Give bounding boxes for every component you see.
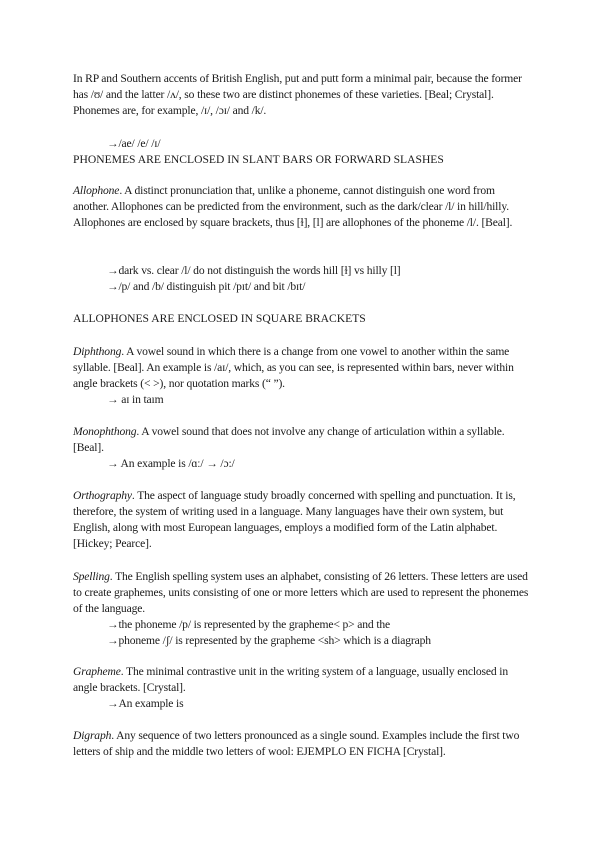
allophone-example-2: →/p/ and /b/ distinguish pit /pɪt/ and bit /bɪt/ [107,280,306,293]
digraph-entry [73,728,533,760]
allophone-entry [73,183,533,231]
grapheme-entry [73,664,533,712]
diphthong-example: → aɪ in taım [107,393,164,406]
allophone-example-1: →dark vs. clear /l/ do not distinguish the words hill [ɫ] vs hilly [l] [107,264,401,277]
spelling-term: Spelling [73,570,110,583]
monophthong-term: Monophthong [73,425,137,438]
diphthong-entry [73,344,533,408]
grapheme-term: Grapheme [73,665,121,678]
allophones-rule: ALLOPHONES ARE ENCLOSED IN SQUARE BRACKETS [73,312,366,325]
monophthong-entry [73,424,533,472]
diphthong-term: Diphthong [73,345,122,358]
spelling-example-2: →phoneme /ʃ/ is represented by the grapheme <sh> which is a diagraph [107,634,431,647]
phoneme-notes [73,136,533,168]
phonemes-rule: PHONEMES ARE ENCLOSED IN SLANT BARS OR FORWARD SLASHES [73,153,444,166]
allophone-term: Allophone [73,184,120,197]
phoneme-example: →/ae/ /e/ /ɪ/ [107,137,161,150]
allophone-definition: . A distinct pronunciation that, unlike a phoneme, cannot distinguish one word from another. Allophones can be predicted from the environment, such as the dark/clear /l/ in hill/hilly. Allophones are enclosed by square brackets, thus [ɫ], [l] are allophones of the phoneme /l/. [Beal]. [73,184,513,229]
grapheme-example: →An example is [107,697,184,710]
allophone-examples [73,263,533,295]
grapheme-definition: . The minimal contrastive unit in the writing system of a language, usually enclosed in angle brackets. [Crystal]. [73,665,509,694]
orthography-entry [73,488,533,552]
digraph-term: Digraph [73,729,112,742]
minimal-pair-paragraph: In RP and Southern accents of British English, put and putt form a minimal pair, because the former has /ʊ/ and the latter /ʌ/, so these two are distinct phonemes of these varieties. [Beal; Crystal]. Phonemes are, for example, /ɪ/, /ɔɪ/ and /k/. [73,72,522,117]
orthography-term: Orthography [73,489,132,502]
spelling-entry [73,569,533,649]
spelling-example-1: →the phoneme /p/ is represented by the grapheme< p> and the [107,618,391,631]
spelling-definition: . The English spelling system uses an alphabet, consisting of 26 letters. These letters are used to create graphemes, units consisting of one or more letters which are used to represent the phonemes of the language. [73,570,529,615]
monophthong-example: → An example is /ɑː/ → /ɔ:/ [107,457,235,470]
orthography-definition: . The aspect of language study broadly concerned with spelling and punctuation. It is, therefore, the system of writing used in a language. Many languages have their own system, but English, along with most European languages, employs a modified form of the Latin alphabet. [Hickey; Pearce]. [73,489,516,550]
allophones-rule-block [73,311,533,327]
monophthong-definition: . A vowel sound that does not involve any change of articulation within a syllable. [Beal]. [73,425,505,454]
diphthong-definition: . A vowel sound in which there is a change from one vowel to another within the same syllable. [Beal]. An example is /aɪ/, which, as you can see, is represented within bars, never within angle brackets (< >), nor quotation marks (“ ”). [73,345,514,390]
digraph-definition: . Any sequence of two letters pronounced as a single sound. Examples include the first two letters of ship and the middle two letters of wool: EJEMPLO EN FICHA [Crystal]. [73,729,520,758]
